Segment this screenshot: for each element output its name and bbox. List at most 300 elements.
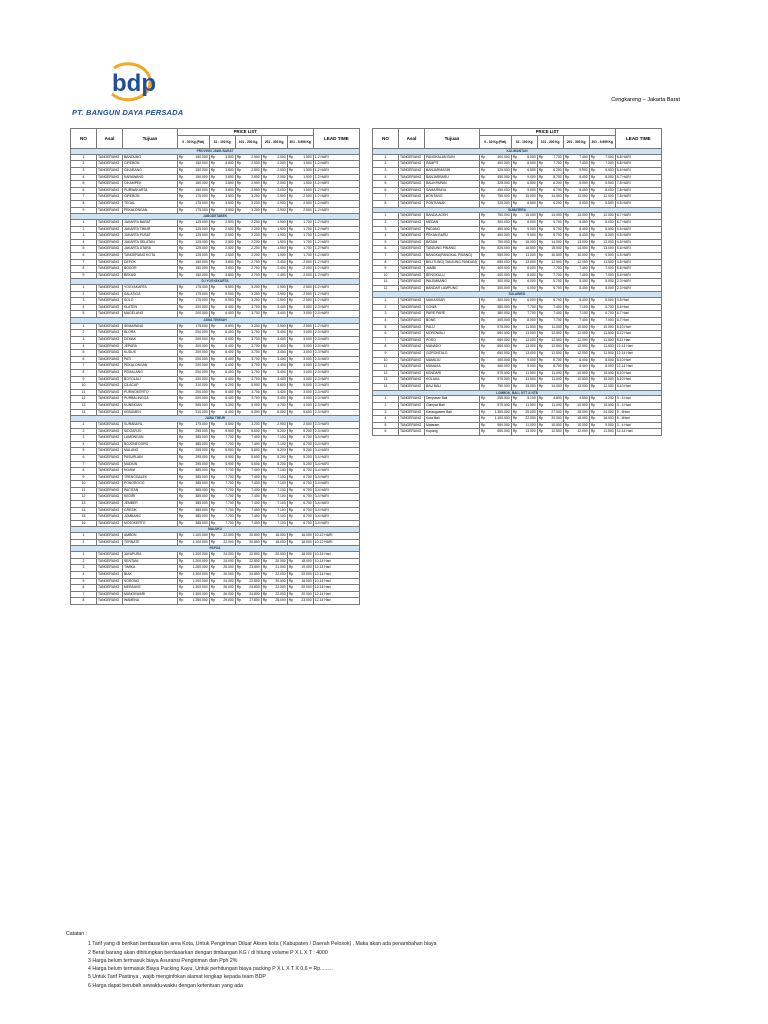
- currency-label: Rp: [288, 454, 294, 459]
- price-cell: [177, 591, 209, 598]
- price-cell: [261, 298, 287, 305]
- price-value: 12.500: [551, 259, 562, 264]
- currency-label: Rp: [480, 167, 486, 172]
- price-value: 8.000: [605, 357, 614, 362]
- currency-label: Rp: [262, 350, 268, 355]
- price-cell: [209, 187, 235, 194]
- price-value: 13.000: [525, 331, 536, 336]
- currency-label: Rp: [236, 494, 242, 499]
- row-number: 1: [71, 219, 97, 226]
- price-value: 385.000: [195, 468, 208, 473]
- currency-label: Rp: [210, 520, 216, 525]
- price-value: 295.000: [195, 428, 208, 433]
- price-cell: [261, 383, 287, 390]
- price-value: 1.700: [303, 219, 312, 224]
- currency-label: Rp: [288, 598, 294, 603]
- price-cell: [563, 331, 589, 338]
- price-cell: [537, 187, 563, 194]
- currency-label: Rp: [178, 311, 184, 316]
- currency-label: Rp: [236, 233, 242, 238]
- lead-time-cell: 1-2 HARI: [313, 246, 359, 253]
- table-row: [373, 429, 662, 436]
- price-cell: [511, 226, 537, 233]
- price-value: 8.700: [553, 357, 562, 362]
- price-cell: [209, 252, 235, 259]
- currency-label: Rp: [480, 364, 486, 369]
- currency-label: Rp: [178, 501, 184, 506]
- price-value: 20.000: [551, 416, 562, 421]
- table-row: [71, 514, 360, 521]
- price-value: 12.000: [603, 213, 614, 218]
- table-row: [71, 494, 360, 501]
- price-cell: [287, 167, 313, 174]
- price-value: 7.100: [277, 474, 286, 479]
- price-value: 11.500: [525, 402, 536, 407]
- lead-time-cell: 12-14 Hari: [615, 364, 661, 371]
- price-value: 22.000: [525, 416, 536, 421]
- price-value: 1.500: [303, 154, 312, 159]
- price-value: 13.000: [577, 239, 588, 244]
- price-value: 2.200: [251, 246, 260, 251]
- lead-time-cell: 8-10 Hari: [615, 370, 661, 377]
- price-value: 22.000: [275, 591, 286, 596]
- price-value: 11.000: [551, 377, 562, 382]
- price-cell: [209, 520, 235, 527]
- price-cell: [177, 167, 209, 174]
- currency-label: Rp: [590, 213, 596, 218]
- destination-cell: SIDOARJO: [123, 428, 178, 435]
- price-cell: [563, 364, 589, 371]
- price-value: 7.100: [277, 435, 286, 440]
- destination-cell: BATAM: [425, 239, 480, 246]
- table-row: [373, 324, 662, 331]
- currency-label: Rp: [288, 323, 294, 328]
- origin-cell: TANGERANG: [97, 481, 123, 488]
- currency-label: Rp: [512, 266, 518, 271]
- currency-label: Rp: [262, 291, 268, 296]
- price-value: 6.000: [527, 285, 536, 290]
- price-cell: [511, 383, 537, 390]
- lead-time-cell: 3-4 HARI: [313, 514, 359, 521]
- table-row: [71, 330, 360, 337]
- price-cell: [511, 422, 537, 429]
- origin-cell: TANGERANG: [399, 351, 425, 358]
- price-cell: [563, 194, 589, 201]
- currency-label: Rp: [288, 533, 294, 538]
- row-number: 3: [71, 233, 97, 240]
- price-value: 5.000: [251, 402, 260, 407]
- price-cell: [235, 154, 261, 161]
- price-cell: [287, 376, 313, 383]
- row-number: 1: [71, 421, 97, 428]
- price-cell: [589, 370, 615, 377]
- price-value: 1.300.000: [192, 585, 208, 590]
- currency-label: Rp: [538, 429, 544, 434]
- currency-label: Rp: [288, 252, 294, 257]
- price-value: 8.700: [553, 233, 562, 238]
- currency-label: Rp: [262, 402, 268, 407]
- currency-label: Rp: [262, 409, 268, 414]
- price-cell: [589, 266, 615, 273]
- lead-time-cell: 4-5 HARI: [615, 239, 661, 246]
- currency-label: Rp: [210, 226, 216, 231]
- price-cell: [209, 585, 235, 592]
- currency-label: Rp: [512, 259, 518, 264]
- price-value: 14.000: [551, 194, 562, 199]
- currency-label: Rp: [262, 520, 268, 525]
- currency-label: Rp: [564, 174, 570, 179]
- row-number: 5: [373, 239, 399, 246]
- table-row: [71, 578, 360, 585]
- price-value: 7.400: [579, 266, 588, 271]
- price-value: 6.200: [225, 383, 234, 388]
- price-value: 7.000: [605, 161, 614, 166]
- price-cell: [563, 279, 589, 286]
- origin-cell: TANGERANG: [97, 266, 123, 273]
- currency-label: Rp: [262, 181, 268, 186]
- currency-label: Rp: [236, 298, 242, 303]
- currency-label: Rp: [210, 207, 216, 212]
- row-number: 7: [373, 194, 399, 201]
- price-value: 1.900: [277, 226, 286, 231]
- price-value: 650.000: [497, 351, 510, 356]
- currency-label: Rp: [480, 377, 486, 382]
- currency-label: Rp: [564, 246, 570, 251]
- currency-label: Rp: [538, 219, 544, 224]
- price-value: 3.400: [277, 337, 286, 342]
- price-value: 2.500: [225, 233, 234, 238]
- price-cell: [589, 174, 615, 181]
- table-row: [71, 402, 360, 409]
- price-cell: [209, 376, 235, 383]
- currency-label: Rp: [210, 421, 216, 426]
- destination-cell: DEMAK: [123, 337, 178, 344]
- price-value: 11.500: [603, 331, 614, 336]
- origin-cell: TANGERANG: [97, 448, 123, 455]
- price-value: 1.350.000: [192, 598, 208, 603]
- currency-label: Rp: [236, 291, 242, 296]
- price-value: 6.400: [225, 330, 234, 335]
- price-value: 3.000: [303, 304, 312, 309]
- currency-label: Rp: [262, 514, 268, 519]
- price-value: 20.000: [301, 585, 312, 590]
- currency-label: Rp: [178, 219, 184, 224]
- currency-label: Rp: [288, 591, 294, 596]
- destination-cell: MOJOKERTO: [123, 520, 178, 527]
- currency-label: Rp: [564, 187, 570, 192]
- price-value: 6.400: [225, 389, 234, 394]
- currency-label: Rp: [288, 501, 294, 506]
- price-value: 2.500: [303, 291, 312, 296]
- origin-cell: TANGERANG: [97, 174, 123, 181]
- price-cell: [177, 409, 209, 416]
- currency-label: Rp: [512, 167, 518, 172]
- row-number: 6: [71, 356, 97, 363]
- row-number: 6: [71, 187, 97, 194]
- price-cell: [209, 304, 235, 311]
- price-cell: [209, 552, 235, 559]
- price-cell: [479, 266, 511, 273]
- price-cell: [261, 323, 287, 330]
- price-value: 5.900: [579, 181, 588, 186]
- price-cell: [537, 213, 563, 220]
- row-number: 11: [71, 487, 97, 494]
- destination-cell: PADANG: [425, 226, 480, 233]
- row-number: 5: [71, 181, 97, 188]
- currency-label: Rp: [178, 363, 184, 368]
- price-cell: [261, 350, 287, 357]
- currency-label: Rp: [564, 344, 570, 349]
- price-cell: [287, 252, 313, 259]
- currency-label: Rp: [480, 266, 486, 271]
- price-value: 7.700: [225, 474, 234, 479]
- table-row: [373, 187, 662, 194]
- price-value: 20.000: [275, 578, 286, 583]
- currency-label: Rp: [590, 304, 596, 309]
- currency-label: Rp: [564, 259, 570, 264]
- currency-label: Rp: [512, 337, 518, 342]
- currency-label: Rp: [236, 356, 242, 361]
- price-value: 295.000: [195, 461, 208, 466]
- currency-label: Rp: [262, 494, 268, 499]
- currency-label: Rp: [262, 226, 268, 231]
- currency-label: Rp: [178, 272, 184, 277]
- currency-label: Rp: [262, 174, 268, 179]
- lead-time-cell: 3-4 HARI: [313, 494, 359, 501]
- currency-label: Rp: [590, 161, 596, 166]
- currency-label: Rp: [210, 343, 216, 348]
- table-row: [71, 174, 360, 181]
- price-value: 385.000: [195, 494, 208, 499]
- table-row: [71, 154, 360, 161]
- price-cell: [479, 285, 511, 292]
- price-cell: [287, 181, 313, 188]
- price-cell: [235, 239, 261, 246]
- lead-time-cell: 6-8 HARI: [615, 154, 661, 161]
- currency-label: Rp: [288, 552, 294, 557]
- price-value: 5.300: [225, 402, 234, 407]
- currency-label: Rp: [288, 520, 294, 525]
- price-value: 29.000: [223, 598, 234, 603]
- currency-label: Rp: [480, 226, 486, 231]
- price-cell: [235, 370, 261, 377]
- origin-cell: TANGERANG: [399, 233, 425, 240]
- currency-label: Rp: [178, 481, 184, 486]
- destination-cell: KUDUS: [123, 350, 178, 357]
- row-number: 7: [71, 259, 97, 266]
- currency-label: Rp: [178, 291, 184, 296]
- price-cell: [235, 233, 261, 240]
- price-cell: [209, 370, 235, 377]
- price-cell: [209, 311, 235, 318]
- currency-label: Rp: [178, 396, 184, 401]
- price-cell: [537, 252, 563, 259]
- origin-cell: TANGERANG: [97, 330, 123, 337]
- row-number: 2: [71, 428, 97, 435]
- currency-label: Rp: [210, 507, 216, 512]
- destination-cell: PARE-PARE: [425, 311, 480, 318]
- price-value: 2.500: [303, 200, 312, 205]
- price-value: 3.000: [303, 363, 312, 368]
- table-row: [71, 337, 360, 344]
- price-value: 10.500: [577, 370, 588, 375]
- price-cell: [511, 377, 537, 384]
- currency-label: Rp: [236, 200, 242, 205]
- price-value: 750.000: [497, 213, 510, 218]
- price-cell: [209, 494, 235, 501]
- price-cell: [479, 370, 511, 377]
- table-row: [373, 259, 662, 266]
- price-cell: [287, 350, 313, 357]
- price-value: 3.700: [251, 311, 260, 316]
- price-cell: [261, 514, 287, 521]
- price-cell: [479, 161, 511, 168]
- price-value: 1.300.000: [192, 572, 208, 577]
- header-weight-2: 31 - 100 Kg: [511, 136, 537, 149]
- price-cell: [209, 572, 235, 579]
- price-cell: [511, 370, 537, 377]
- destination-cell: MANADO: [425, 344, 480, 351]
- row-number: 16: [71, 520, 97, 527]
- table-row: [71, 252, 360, 259]
- price-value: 7.400: [251, 520, 260, 525]
- currency-label: Rp: [236, 454, 242, 459]
- price-value: 3.800: [225, 259, 234, 264]
- price-cell: [589, 272, 615, 279]
- destination-cell: PONTIANAK: [425, 200, 480, 207]
- price-value: 6.700: [303, 468, 312, 473]
- price-value: 5.500: [605, 181, 614, 186]
- origin-cell: TANGERANG: [97, 370, 123, 377]
- price-value: 24.800: [249, 591, 260, 596]
- currency-label: Rp: [178, 494, 184, 499]
- currency-label: Rp: [288, 474, 294, 479]
- origin-cell: TANGERANG: [399, 266, 425, 273]
- currency-label: Rp: [236, 311, 242, 316]
- currency-label: Rp: [210, 572, 216, 577]
- currency-label: Rp: [262, 304, 268, 309]
- currency-label: Rp: [480, 161, 486, 166]
- currency-label: Rp: [210, 330, 216, 335]
- price-value: 400.000: [497, 318, 510, 323]
- price-value: 6.000: [527, 298, 536, 303]
- lead-time-cell: 4-5 HARI: [615, 233, 661, 240]
- price-cell: [235, 181, 261, 188]
- price-cell: [287, 323, 313, 330]
- currency-label: Rp: [590, 422, 596, 427]
- price-value: 14.000: [551, 383, 562, 388]
- currency-label: Rp: [538, 318, 544, 323]
- currency-label: Rp: [480, 259, 486, 264]
- currency-label: Rp: [210, 409, 216, 414]
- origin-cell: TANGERANG: [97, 474, 123, 481]
- destination-cell: SAMPIT: [425, 161, 480, 168]
- currency-label: Rp: [236, 383, 242, 388]
- currency-label: Rp: [564, 402, 570, 407]
- price-value: 9.500: [605, 422, 614, 427]
- currency-label: Rp: [236, 337, 242, 342]
- currency-label: Rp: [590, 396, 596, 401]
- price-value: 12.500: [551, 351, 562, 356]
- origin-cell: TANGERANG: [97, 468, 123, 475]
- price-cell: [177, 226, 209, 233]
- currency-label: Rp: [564, 311, 570, 316]
- price-value: 6.000: [527, 279, 536, 284]
- price-cell: [537, 298, 563, 305]
- currency-label: Rp: [178, 507, 184, 512]
- price-cell: [537, 200, 563, 207]
- price-cell: [537, 396, 563, 403]
- row-number: 8: [71, 468, 97, 475]
- price-value: 3.000: [303, 356, 312, 361]
- lead-time-cell: 12-14 Hari: [615, 351, 661, 358]
- price-value: 2.500: [303, 194, 312, 199]
- destination-cell: MAMUJU: [425, 357, 480, 364]
- currency-label: Rp: [538, 364, 544, 369]
- currency-label: Rp: [236, 591, 242, 596]
- origin-cell: TANGERANG: [97, 428, 123, 435]
- currency-label: Rp: [210, 194, 216, 199]
- lead-time-cell: 7-8 HARI: [615, 181, 661, 188]
- currency-label: Rp: [236, 181, 242, 186]
- price-value: 3.700: [251, 337, 260, 342]
- price-value: 27.800: [249, 598, 260, 603]
- price-cell: [261, 481, 287, 488]
- currency-label: Rp: [590, 174, 596, 179]
- price-value: 6.400: [225, 311, 234, 316]
- price-value: 8.400: [579, 233, 588, 238]
- section-title: LOMBOK, BALI, NTT & NTB: [373, 390, 662, 396]
- price-value: 385.000: [195, 487, 208, 492]
- price-cell: [287, 435, 313, 442]
- section-title: KALIMANTAN: [373, 149, 662, 155]
- price-cell: [537, 311, 563, 318]
- price-cell: [235, 454, 261, 461]
- price-cell: [261, 246, 287, 253]
- lead-time-cell: 3-4 HARI: [313, 468, 359, 475]
- price-cell: [209, 539, 235, 546]
- price-cell: [209, 207, 235, 214]
- lead-time-cell: 2-3 HARI: [313, 343, 359, 350]
- table-row: [71, 376, 360, 383]
- price-value: 3.700: [251, 363, 260, 368]
- price-value: 650.000: [497, 331, 510, 336]
- currency-label: Rp: [210, 356, 216, 361]
- currency-label: Rp: [262, 337, 268, 342]
- currency-label: Rp: [210, 219, 216, 224]
- lead-time-cell: 1-2 HARI: [313, 187, 359, 194]
- price-cell: [287, 598, 313, 605]
- table-row: [71, 481, 360, 488]
- currency-label: Rp: [288, 370, 294, 374]
- currency-label: Rp: [590, 337, 596, 342]
- price-value: 24.800: [249, 585, 260, 590]
- currency-label: Rp: [590, 318, 596, 323]
- origin-cell: TANGERANG: [399, 167, 425, 174]
- lead-time-cell: 5 - 6Hari: [615, 416, 661, 423]
- table-row: [373, 200, 662, 207]
- price-value: 400.000: [497, 272, 510, 277]
- table-row: [71, 181, 360, 188]
- price-value: 650.000: [497, 344, 510, 349]
- currency-label: Rp: [236, 246, 242, 251]
- price-value: 15.000: [525, 383, 536, 388]
- price-value: 450.000: [497, 187, 510, 192]
- table-row: [373, 161, 662, 168]
- price-value: 150.000: [195, 187, 208, 192]
- currency-label: Rp: [564, 304, 570, 309]
- currency-label: Rp: [178, 402, 184, 407]
